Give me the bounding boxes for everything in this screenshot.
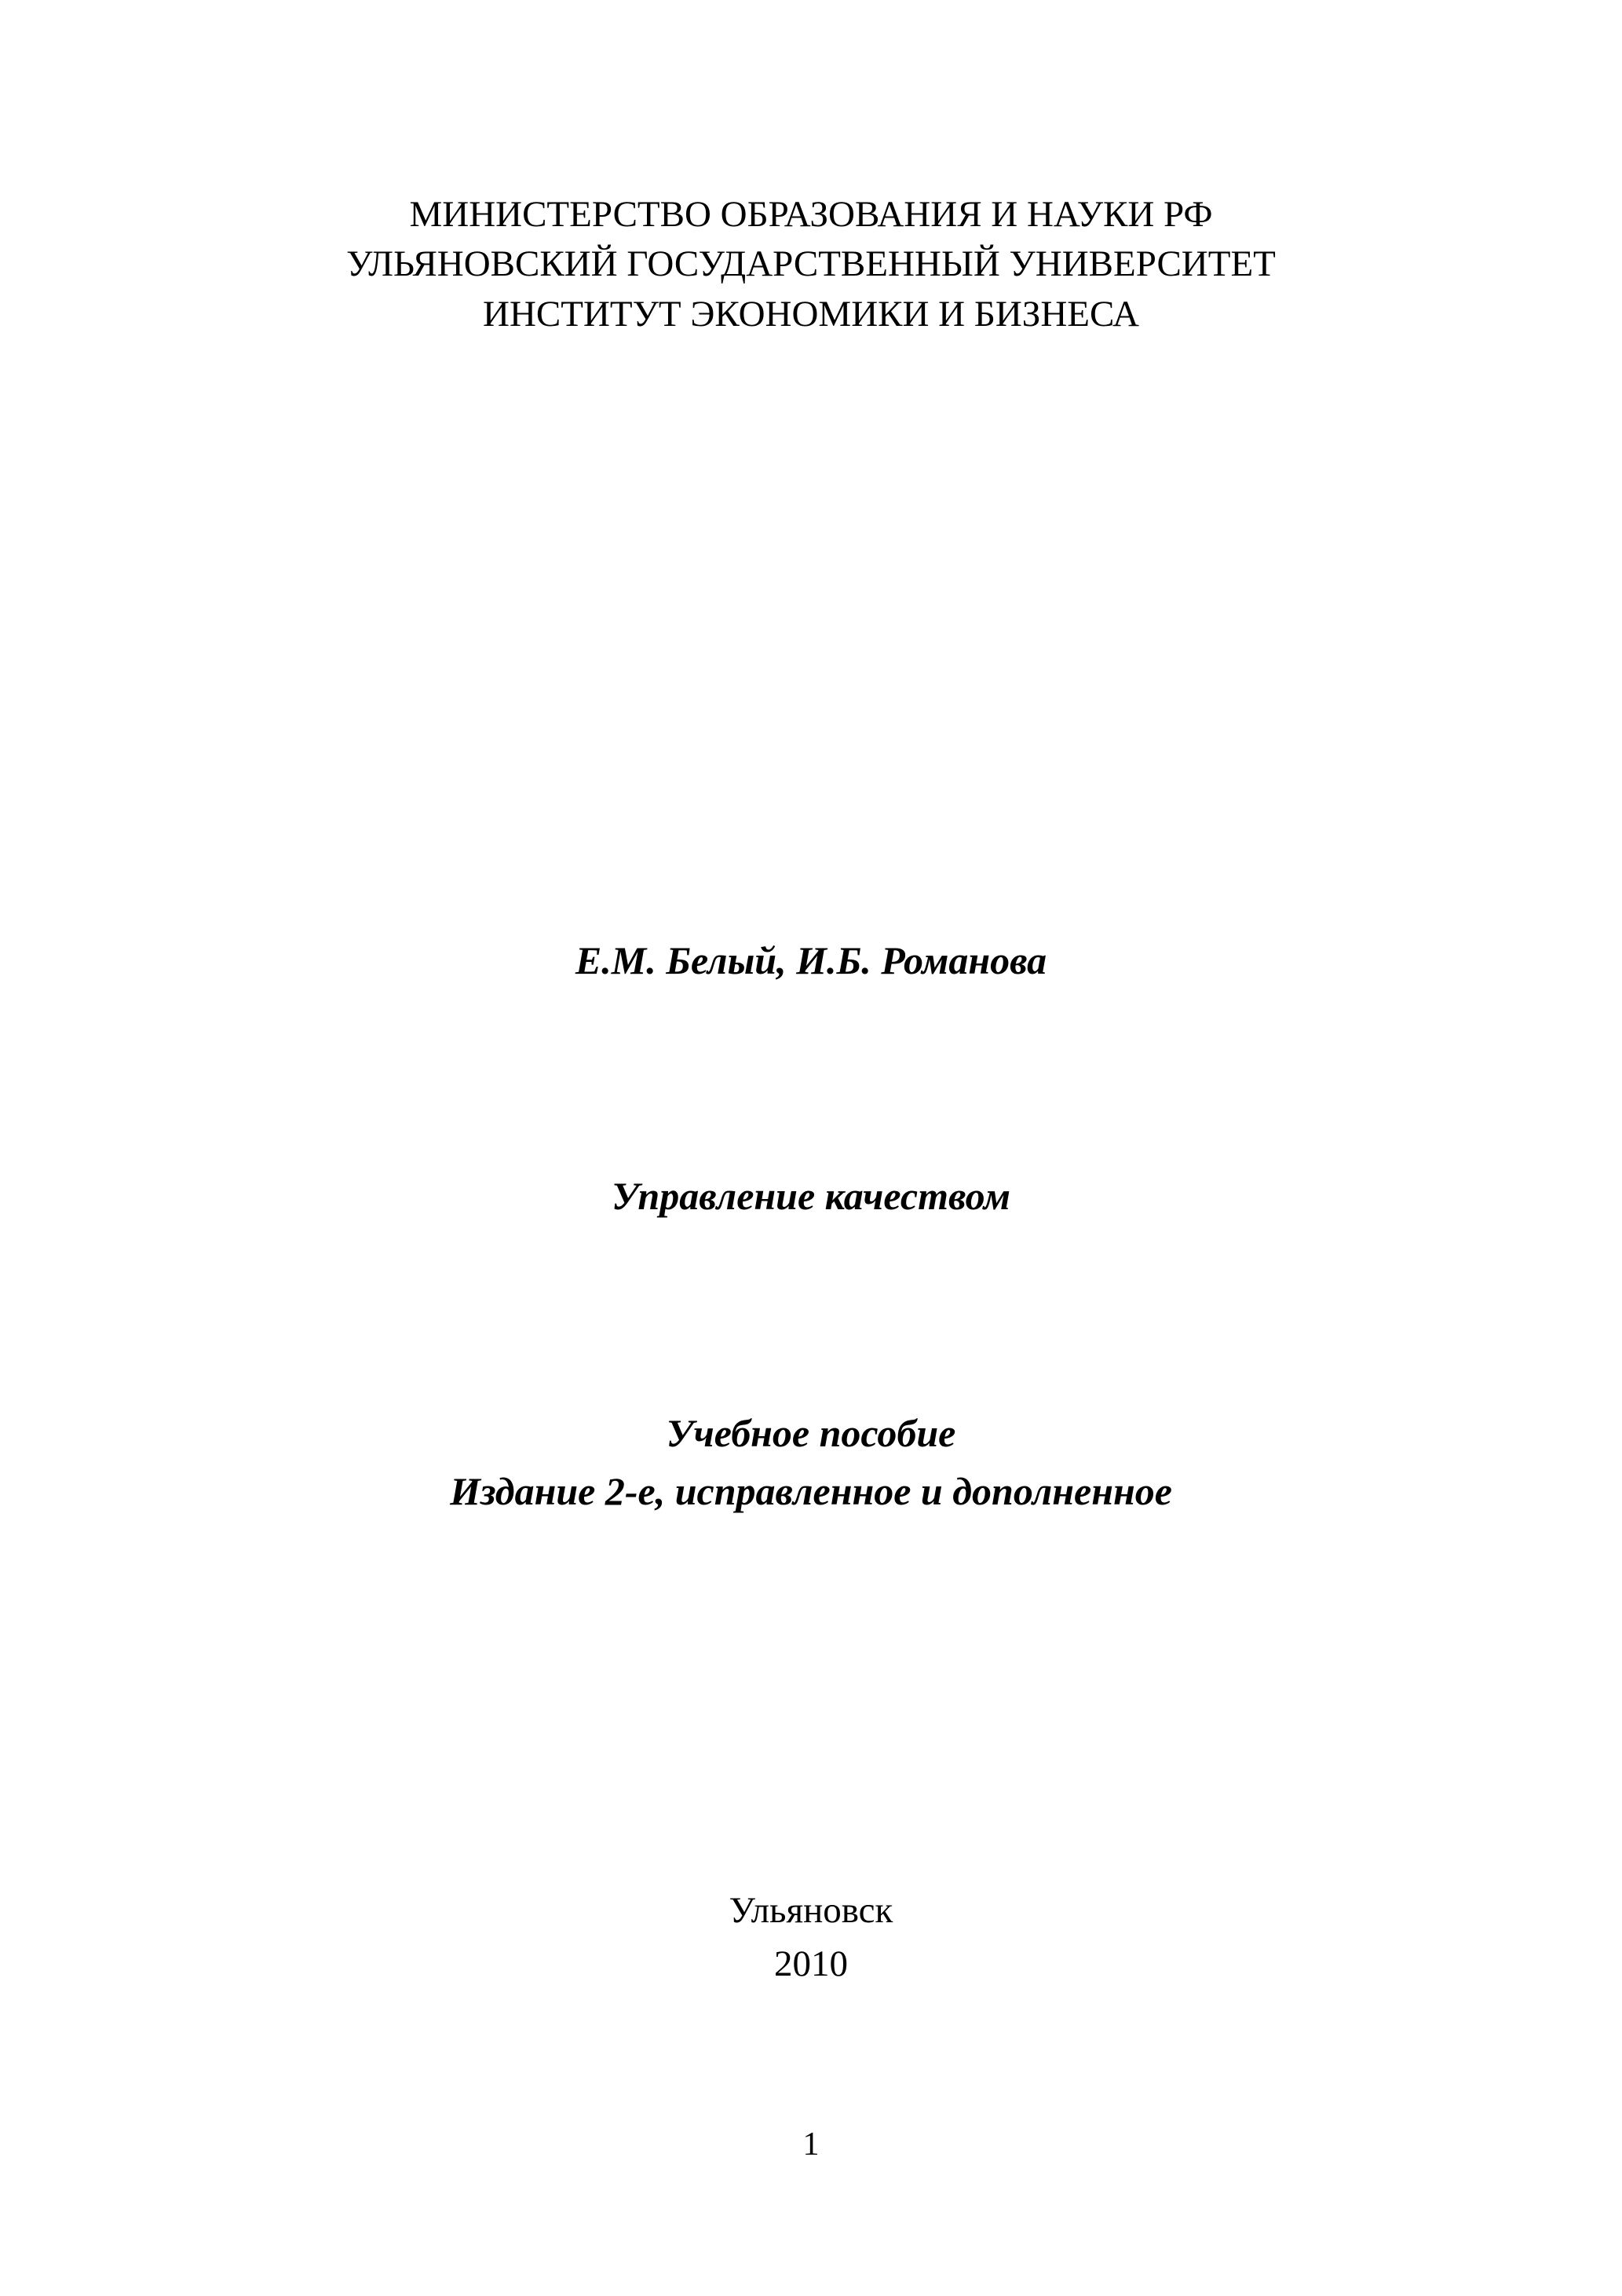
edition-note: Издание 2-е, исправленное и дополненное xyxy=(450,1469,1172,1513)
publication-type: Учебное пособие xyxy=(666,1411,956,1455)
book-title: Управление качеством xyxy=(612,1174,1010,1218)
imprint-city: Ульяновск xyxy=(729,1890,893,1931)
page-number: 1 xyxy=(802,2126,820,2163)
university-heading: УЛЬЯНОВСКИЙ ГОСУДАРСТВЕННЫЙ УНИВЕРСИТЕТ xyxy=(346,243,1276,284)
imprint-year: 2010 xyxy=(774,1943,848,1984)
ministry-heading: МИНИСТЕРСТВО ОБРАЗОВАНИЯ И НАУКИ РФ xyxy=(409,194,1213,235)
institute-heading: ИНСТИТУТ ЭКОНОМИКИ И БИЗНЕСА xyxy=(483,294,1139,335)
authors: Е.М. Белый, И.Б. Романова xyxy=(575,938,1047,982)
